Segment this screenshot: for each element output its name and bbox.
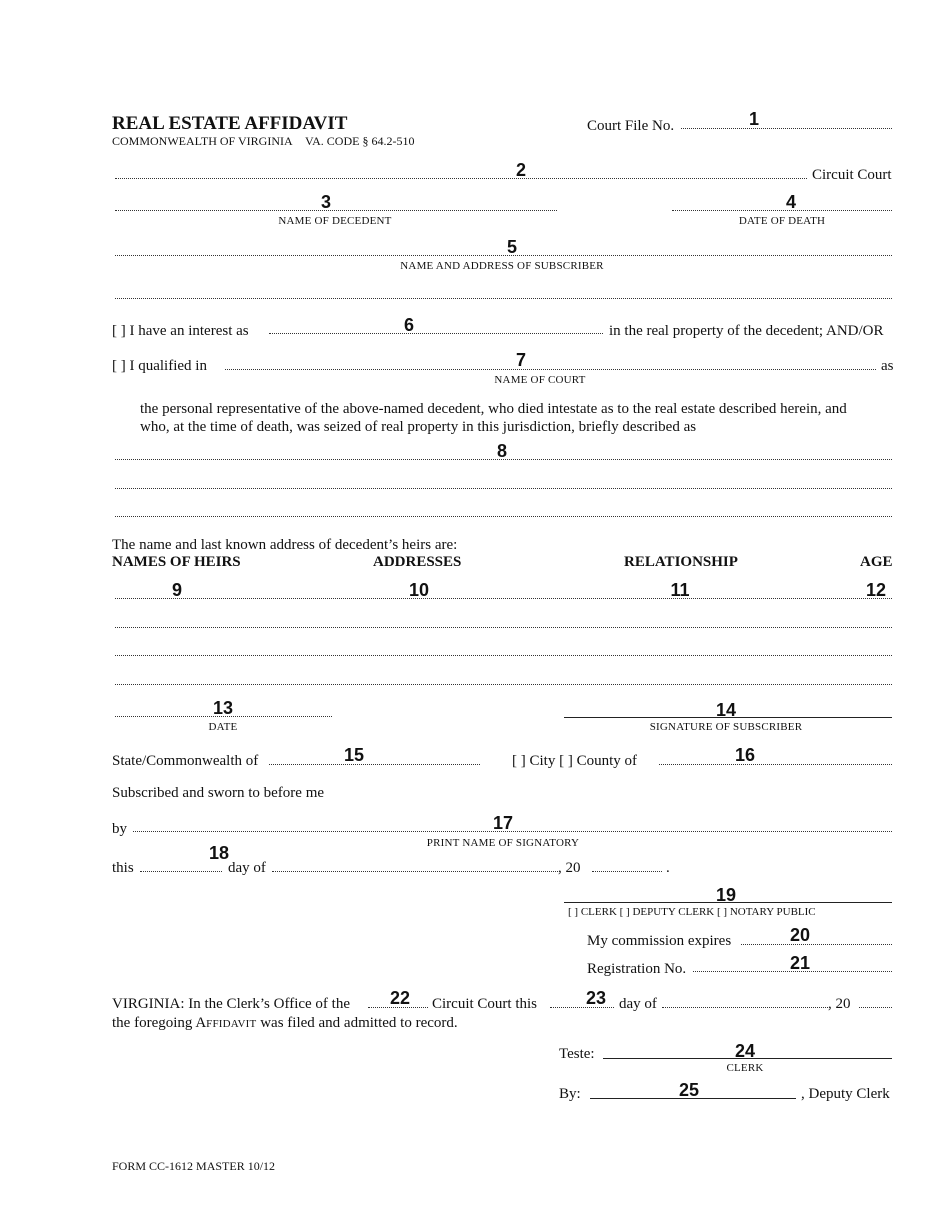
period-mark: .	[666, 860, 670, 876]
circuit-court-this-label: Circuit Court this	[432, 996, 537, 1012]
field-number-20: 20	[789, 925, 811, 945]
heirs-row-3[interactable]	[115, 655, 892, 656]
interest-field[interactable]	[269, 333, 603, 334]
heirs-row-1[interactable]	[115, 598, 892, 599]
court-file-label: Court File No.	[587, 118, 675, 134]
field-number-24: 24	[734, 1041, 756, 1061]
print-name-caption: PRINT NAME OF SIGNATORY	[426, 837, 580, 849]
qualified-suffix: as	[881, 358, 894, 374]
commission-expires-label: My commission expires	[587, 933, 732, 949]
field-number-4: 4	[785, 192, 797, 212]
representative-paragraph: the personal representative of the above-named decedent, who died intestate as to the real estate described herein, and who, at the time of death, was seized of real property in this jurisdiction, briefly described as	[140, 401, 847, 435]
day-of-label: day of	[228, 860, 266, 876]
field-number-8: 8	[496, 441, 508, 461]
heirs-addresses-header: ADDRESSES	[373, 554, 462, 570]
virginia-prefix: VIRGINIA: In the Clerk’s Office of the	[112, 996, 350, 1012]
date-caption: DATE	[208, 721, 238, 733]
by-deputy-label: By:	[559, 1086, 581, 1102]
field-number-22: 22	[389, 988, 411, 1008]
filed-text-b: FFIDAVIT	[206, 1018, 257, 1030]
field-number-7: 7	[515, 350, 527, 370]
field-number-5: 5	[506, 237, 518, 257]
filed-text-c: was filed and admitted to record.	[256, 1015, 458, 1031]
qualified-court-field[interactable]	[225, 369, 876, 370]
heirs-row-2[interactable]	[115, 627, 892, 628]
name-of-court-caption: NAME OF COURT	[494, 374, 586, 386]
field-number-12: 12	[865, 580, 887, 600]
day-field[interactable]	[140, 871, 222, 872]
field-number-11: 11	[670, 580, 690, 600]
subscriber-field[interactable]	[115, 255, 892, 256]
heirs-intro: The name and last known address of decedent’s heirs are:	[112, 537, 458, 553]
subscriber-caption: NAME AND ADDRESS OF SUBSCRIBER	[400, 260, 604, 272]
heirs-row-4[interactable]	[115, 684, 892, 685]
subscriber-field-line-2[interactable]	[115, 298, 892, 299]
field-number-2: 2	[515, 160, 527, 180]
teste-label: Teste:	[559, 1046, 595, 1062]
commission-expires-field[interactable]	[741, 944, 892, 945]
record-month-field[interactable]	[662, 1007, 828, 1008]
field-number-18: 18	[208, 843, 230, 863]
year-field[interactable]	[592, 871, 662, 872]
court-file-field[interactable]	[681, 128, 892, 129]
year-prefix: , 20	[558, 860, 581, 876]
field-number-9: 9	[171, 580, 183, 600]
signature-caption: SIGNATURE OF SUBSCRIBER	[649, 721, 803, 733]
property-description-line-3[interactable]	[115, 516, 892, 517]
form-id: FORM CC-1612 MASTER 10/12	[112, 1159, 276, 1173]
decedent-name-caption: NAME OF DECEDENT	[278, 215, 392, 227]
field-number-25: 25	[678, 1080, 700, 1100]
field-number-14: 14	[715, 700, 737, 720]
code-reference: VA. CODE § 64.2-510	[305, 134, 415, 148]
county-field[interactable]	[659, 764, 892, 765]
filed-statement	[112, 1014, 458, 1033]
form-title: REAL ESTATE AFFIDAVIT	[112, 113, 348, 134]
field-number-6: 6	[403, 315, 415, 335]
this-label: this	[112, 860, 134, 876]
circuit-court-field[interactable]	[115, 178, 807, 179]
record-year-prefix: , 20	[828, 996, 851, 1012]
clerk-caption: CLERK	[726, 1062, 764, 1074]
record-day-of-label: day of	[619, 996, 657, 1012]
state-field[interactable]	[269, 764, 480, 765]
property-description-line-2[interactable]	[115, 488, 892, 489]
city-county-label: [ ] City [ ] County of	[512, 753, 637, 769]
record-year-field[interactable]	[859, 1007, 892, 1008]
field-number-10: 10	[408, 580, 430, 600]
field-number-23: 23	[585, 988, 607, 1008]
qualified-prefix: [ ] I qualified in	[112, 358, 207, 374]
interest-prefix: [ ] I have an interest as	[112, 323, 249, 339]
field-number-15: 15	[343, 745, 365, 765]
date-of-death-caption: DATE OF DEATH	[738, 215, 826, 227]
interest-suffix: in the real property of the decedent; AND/OR	[609, 323, 884, 339]
sworn-statement: Subscribed and sworn to before me	[112, 785, 325, 801]
field-number-13: 13	[212, 698, 234, 718]
date-of-death-field[interactable]	[672, 210, 892, 211]
heirs-relationship-header: RELATIONSHIP	[624, 554, 738, 570]
field-number-21: 21	[789, 953, 811, 973]
field-number-3: 3	[320, 192, 332, 212]
by-label: by	[112, 821, 127, 837]
field-number-19: 19	[715, 885, 737, 905]
officer-options: [ ] CLERK [ ] DEPUTY CLERK [ ] NOTARY PUBLIC	[568, 906, 816, 918]
field-number-17: 17	[492, 813, 514, 833]
heirs-age-header: AGE	[860, 554, 893, 570]
circuit-court-label: Circuit Court	[812, 167, 892, 183]
field-number-1: 1	[748, 109, 760, 129]
filed-text-a: the foregoing A	[112, 1015, 207, 1031]
registration-label: Registration No.	[587, 961, 687, 977]
state-label: State/Commonwealth of	[112, 753, 259, 769]
heirs-names-header: NAMES OF HEIRS	[112, 554, 241, 570]
deputy-clerk-label: , Deputy Clerk	[801, 1086, 890, 1102]
field-number-16: 16	[734, 745, 756, 765]
decedent-name-field[interactable]	[115, 210, 557, 211]
form-subtitle	[112, 134, 414, 148]
month-field[interactable]	[272, 871, 558, 872]
commonwealth-label: COMMONWEALTH OF VIRGINIA	[112, 134, 293, 148]
